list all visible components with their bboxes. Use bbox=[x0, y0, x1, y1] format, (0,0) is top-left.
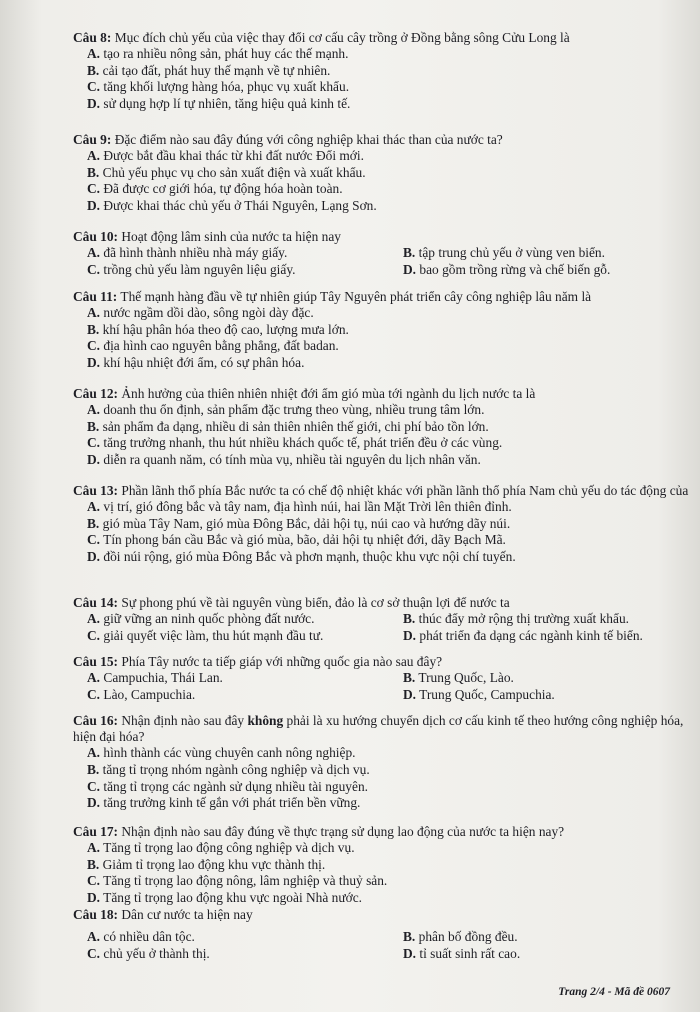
option-row bbox=[73, 946, 692, 963]
question-text: Ảnh hưởng của thiên nhiên nhiệt đới ẩm gió mùa tới ngành du lịch nước ta là bbox=[121, 386, 536, 401]
option-key: C. bbox=[87, 262, 101, 278]
option-text: khí hậu nhiệt đới ẩm, có sự phân hóa. bbox=[103, 354, 305, 370]
option-key: B. bbox=[87, 762, 100, 777]
option-row bbox=[73, 929, 692, 946]
option-text: giải quyết việc làm, thu hút mạnh đầu tư. bbox=[103, 628, 324, 644]
question-text: Đặc điểm nào sau đây đúng với công nghiệp khai thác than của nước ta? bbox=[114, 132, 503, 147]
option-text: Tăng tỉ trọng lao động nông, lâm nghiệp và thuỷ sản. bbox=[103, 873, 388, 889]
question-12 bbox=[73, 386, 692, 469]
option-text: cải tạo đất, phát huy thế mạnh về tự nhiên. bbox=[102, 62, 331, 78]
option-a bbox=[87, 611, 403, 628]
option-key: C. bbox=[87, 338, 101, 354]
question-number: Câu 16: bbox=[73, 713, 119, 728]
option-text: địa hình cao nguyên bằng phẳng, đất badan. bbox=[103, 338, 339, 354]
option-text: tỉ suất sinh rất cao. bbox=[419, 946, 521, 962]
question-13 bbox=[73, 483, 692, 566]
question-16 bbox=[73, 713, 692, 812]
option-row bbox=[73, 670, 692, 687]
option-text: Tín phong bán cầu Bắc và gió mùa, bão, dải hội tụ nhiệt đới, dãy Bạch Mã. bbox=[103, 532, 506, 548]
option-key: A. bbox=[87, 611, 101, 627]
question-17 bbox=[73, 824, 692, 907]
question-text: Phần lãnh thổ phía Bắc nước ta có chế độ nhiệt khác với phần lãnh thổ phía Nam chủ yếu do tác động của bbox=[121, 483, 689, 498]
question-text: phải là xu hướng chuyển dịch cơ cấu kinh tế theo hướng công nghiệp hóa, hiện đại hóa? bbox=[73, 713, 684, 745]
option-c bbox=[73, 435, 692, 452]
option-text: Trung Quốc, Campuchia. bbox=[419, 687, 555, 703]
question-stem bbox=[73, 229, 692, 245]
option-text: Trung Quốc, Lào. bbox=[418, 670, 514, 686]
option-key: A. bbox=[87, 840, 101, 856]
option-c bbox=[87, 687, 403, 704]
option-row bbox=[73, 687, 692, 704]
option-key: B. bbox=[87, 856, 100, 872]
option-b bbox=[73, 762, 692, 779]
option-row bbox=[73, 262, 692, 279]
question-number: Câu 13: bbox=[73, 483, 119, 498]
question-number: Câu 10: bbox=[73, 229, 119, 244]
option-a bbox=[73, 840, 692, 857]
option-c bbox=[73, 873, 692, 890]
option-a bbox=[73, 305, 692, 322]
question-15 bbox=[73, 654, 692, 704]
option-key: C. bbox=[87, 628, 101, 644]
option-d bbox=[73, 355, 692, 372]
option-key: C. bbox=[87, 778, 101, 794]
question-11 bbox=[73, 289, 692, 372]
option-text: phát triển đa dạng các ngành kinh tế biển. bbox=[419, 628, 643, 644]
option-b bbox=[73, 165, 692, 182]
option-text: tăng trưởng kinh tế gắn với phát triển bền vững. bbox=[103, 795, 361, 811]
question-stem bbox=[73, 483, 692, 499]
option-text: Được khai thác chủ yếu ở Thái Nguyên, Lạng Sơn. bbox=[103, 197, 377, 213]
question-text: Nhận định nào sau đây bbox=[121, 713, 248, 728]
option-key: B. bbox=[403, 245, 416, 261]
question-text: Phía Tây nước ta tiếp giáp với những quốc gia nào sau đây? bbox=[121, 654, 443, 669]
option-text: Lào, Campuchia. bbox=[103, 687, 196, 703]
option-d bbox=[73, 890, 692, 907]
option-text: chủ yếu ở thành thị. bbox=[103, 946, 210, 962]
option-key: C. bbox=[87, 435, 101, 451]
option-a bbox=[87, 670, 403, 687]
option-text: sản phẩm đa dạng, nhiều di sản thiên nhiên thế giới, chi phí bảo tồn lớn. bbox=[102, 418, 489, 434]
question-number: Câu 14: bbox=[73, 595, 119, 610]
option-key: D. bbox=[403, 262, 417, 278]
question-stem bbox=[73, 824, 692, 840]
option-key: C. bbox=[87, 873, 101, 889]
option-d bbox=[73, 795, 692, 812]
question-stem bbox=[73, 654, 692, 670]
option-text: Được bắt đầu khai thác từ khi đất nước Đổi mới. bbox=[103, 148, 364, 164]
option-key: B. bbox=[403, 929, 416, 945]
option-key: D. bbox=[87, 451, 101, 467]
question-18 bbox=[73, 907, 692, 963]
option-text: Đã được cơ giới hóa, tự động hóa hoàn toàn. bbox=[103, 181, 343, 197]
question-number: Câu 17: bbox=[73, 824, 119, 839]
option-a bbox=[73, 402, 692, 419]
question-number: Câu 11: bbox=[73, 289, 118, 304]
option-c bbox=[73, 532, 692, 549]
option-text: tăng khối lượng hàng hóa, phục vụ xuất khẩu. bbox=[103, 79, 350, 95]
option-key: A. bbox=[87, 148, 101, 164]
option-a bbox=[73, 745, 692, 762]
option-a bbox=[87, 245, 403, 262]
question-number: Câu 15: bbox=[73, 654, 119, 669]
option-b bbox=[73, 419, 692, 436]
option-text: đồi núi rộng, gió mùa Đông Bắc và phơn mạnh, thuộc khu vực nội chí tuyến. bbox=[103, 548, 516, 564]
option-key: A. bbox=[87, 745, 101, 761]
option-key: B. bbox=[87, 515, 100, 531]
option-c bbox=[73, 79, 692, 96]
option-key: D. bbox=[403, 687, 417, 703]
option-key: A. bbox=[87, 305, 101, 321]
option-d bbox=[403, 262, 610, 279]
option-d bbox=[73, 198, 692, 215]
option-text: tập trung chủ yếu ở vùng ven biển. bbox=[418, 245, 605, 261]
option-key: C. bbox=[87, 79, 101, 95]
question-8 bbox=[73, 30, 692, 113]
option-key: C. bbox=[87, 181, 101, 197]
question-10 bbox=[73, 229, 692, 279]
option-text: giữ vững an ninh quốc phòng đất nước. bbox=[103, 611, 315, 627]
option-key: B. bbox=[403, 611, 416, 627]
page-footer: Trang 2/4 - Mã đề 0607 bbox=[558, 986, 670, 998]
question-emphasis: không bbox=[247, 713, 284, 728]
option-c bbox=[73, 181, 692, 198]
option-text: thúc đẩy mở rộng thị trường xuất khẩu. bbox=[418, 611, 629, 627]
option-text: diễn ra quanh năm, có tính mùa vụ, nhiều tài nguyên du lịch nhân văn. bbox=[103, 451, 481, 467]
option-key: A. bbox=[87, 402, 101, 418]
question-stem bbox=[73, 289, 692, 305]
option-c bbox=[87, 262, 403, 279]
option-c bbox=[87, 946, 403, 963]
question-text: Nhận định nào sau đây đúng về thực trạng sử dụng lao động của nước ta hiện nay? bbox=[121, 824, 565, 839]
option-key: A. bbox=[87, 46, 101, 62]
option-text: đã hình thành nhiều nhà máy giấy. bbox=[103, 245, 288, 261]
option-key: A. bbox=[87, 670, 101, 686]
option-a bbox=[73, 148, 692, 165]
option-d bbox=[403, 946, 520, 963]
option-key: B. bbox=[87, 62, 100, 78]
option-key: D. bbox=[87, 548, 101, 564]
option-text: phân bố đồng đều. bbox=[418, 929, 518, 945]
option-text: Tăng tỉ trọng lao động khu vực ngoài Nhà nước. bbox=[103, 889, 362, 905]
option-c bbox=[73, 338, 692, 355]
option-d bbox=[73, 549, 692, 566]
question-9 bbox=[73, 132, 692, 215]
question-stem bbox=[73, 713, 692, 745]
option-text: tăng tỉ trọng các ngành sử dụng nhiều tài nguyên. bbox=[103, 778, 368, 794]
option-b bbox=[403, 611, 629, 628]
option-d bbox=[73, 452, 692, 469]
option-a bbox=[73, 46, 692, 63]
option-text: bao gồm trồng rừng và chế biến gỗ. bbox=[419, 262, 611, 278]
question-14 bbox=[73, 595, 692, 645]
option-key: D. bbox=[87, 889, 101, 905]
question-stem bbox=[73, 907, 692, 923]
option-d bbox=[73, 96, 692, 113]
option-text: Chủ yếu phục vụ cho sản xuất điện và xuất khẩu. bbox=[102, 164, 366, 180]
option-key: B. bbox=[403, 670, 416, 686]
option-key: C. bbox=[87, 946, 101, 962]
option-key: B. bbox=[87, 418, 100, 434]
question-stem bbox=[73, 386, 692, 402]
option-text: khí hậu phân hóa theo độ cao, lượng mưa lớn. bbox=[102, 321, 349, 337]
option-d bbox=[403, 687, 555, 704]
option-b bbox=[73, 516, 692, 533]
option-row bbox=[73, 245, 692, 262]
option-b bbox=[73, 857, 692, 874]
option-key: C. bbox=[87, 687, 101, 703]
option-key: D. bbox=[403, 628, 417, 644]
option-key: C. bbox=[87, 532, 101, 548]
option-key: A. bbox=[87, 929, 101, 945]
option-row bbox=[73, 611, 692, 628]
option-key: D. bbox=[87, 795, 101, 811]
option-text: Giảm tỉ trọng lao động khu vực thành thị. bbox=[102, 856, 326, 872]
option-key: A. bbox=[87, 499, 101, 515]
option-key: B. bbox=[87, 164, 100, 180]
option-text: trồng chủ yếu làm nguyên liệu giấy. bbox=[103, 262, 296, 278]
option-key: A. bbox=[87, 245, 101, 261]
option-d bbox=[403, 628, 643, 645]
option-text: hình thành các vùng chuyên canh nông nghiệp. bbox=[103, 745, 356, 761]
option-b bbox=[403, 245, 605, 262]
option-row bbox=[73, 628, 692, 645]
question-number: Câu 8: bbox=[73, 30, 112, 45]
option-text: gió mùa Tây Nam, gió mùa Đông Bắc, dải hội tụ, núi cao và hướng dãy núi. bbox=[102, 515, 511, 531]
option-b bbox=[403, 670, 514, 687]
question-text: Thế mạnh hàng đầu về tự nhiên giúp Tây Nguyên phát triển cây công nghiệp lâu năm là bbox=[120, 289, 592, 304]
option-b bbox=[403, 929, 518, 946]
option-a bbox=[73, 499, 692, 516]
option-text: doanh thu ổn định, sản phẩm đặc trưng theo vùng, nhiều trung tâm lớn. bbox=[103, 402, 485, 418]
option-text: vị trí, gió đông bắc và tây nam, địa hình núi, hai lần Mặt Trời lên thiên đỉnh. bbox=[103, 499, 512, 515]
option-text: Tăng tỉ trọng lao động công nghiệp và dịch vụ. bbox=[103, 840, 355, 856]
option-key: D. bbox=[87, 197, 101, 213]
question-text: Mục đích chủ yếu của việc thay đổi cơ cấu cây trồng ở Đồng bằng sông Cửu Long là bbox=[114, 30, 570, 45]
question-stem bbox=[73, 132, 692, 148]
option-text: có nhiều dân tộc. bbox=[103, 929, 195, 945]
option-c bbox=[73, 779, 692, 796]
option-key: D. bbox=[87, 95, 101, 111]
question-number: Câu 9: bbox=[73, 132, 112, 147]
option-a bbox=[87, 929, 403, 946]
option-text: tạo ra nhiều nông sản, phát huy các thế mạnh. bbox=[103, 46, 349, 62]
option-c bbox=[87, 628, 403, 645]
question-text: Hoạt động lâm sinh của nước ta hiện nay bbox=[121, 229, 341, 244]
option-key: D. bbox=[403, 946, 417, 962]
question-text: Sự phong phú về tài nguyên vùng biển, đảo là cơ sở thuận lợi để nước ta bbox=[121, 595, 510, 610]
option-text: tăng tỉ trọng nhóm ngành công nghiệp và dịch vụ. bbox=[102, 762, 370, 777]
option-text: nước ngầm dồi dào, sông ngòi dày đặc. bbox=[103, 305, 314, 321]
option-text: sử dụng hợp lí tự nhiên, tăng hiệu quả kinh tế. bbox=[103, 95, 351, 111]
question-text: Dân cư nước ta hiện nay bbox=[121, 907, 253, 922]
question-stem bbox=[73, 595, 692, 611]
option-b bbox=[73, 63, 692, 80]
option-text: Campuchia, Thái Lan. bbox=[103, 670, 223, 686]
option-key: D. bbox=[87, 354, 101, 370]
option-text: tăng trưởng nhanh, thu hút nhiều khách quốc tế, phát triển đều ở các vùng. bbox=[103, 435, 503, 451]
question-number: Câu 12: bbox=[73, 386, 119, 401]
question-number: Câu 18: bbox=[73, 907, 119, 922]
option-key: B. bbox=[87, 321, 100, 337]
question-stem bbox=[73, 30, 692, 46]
option-b bbox=[73, 322, 692, 339]
